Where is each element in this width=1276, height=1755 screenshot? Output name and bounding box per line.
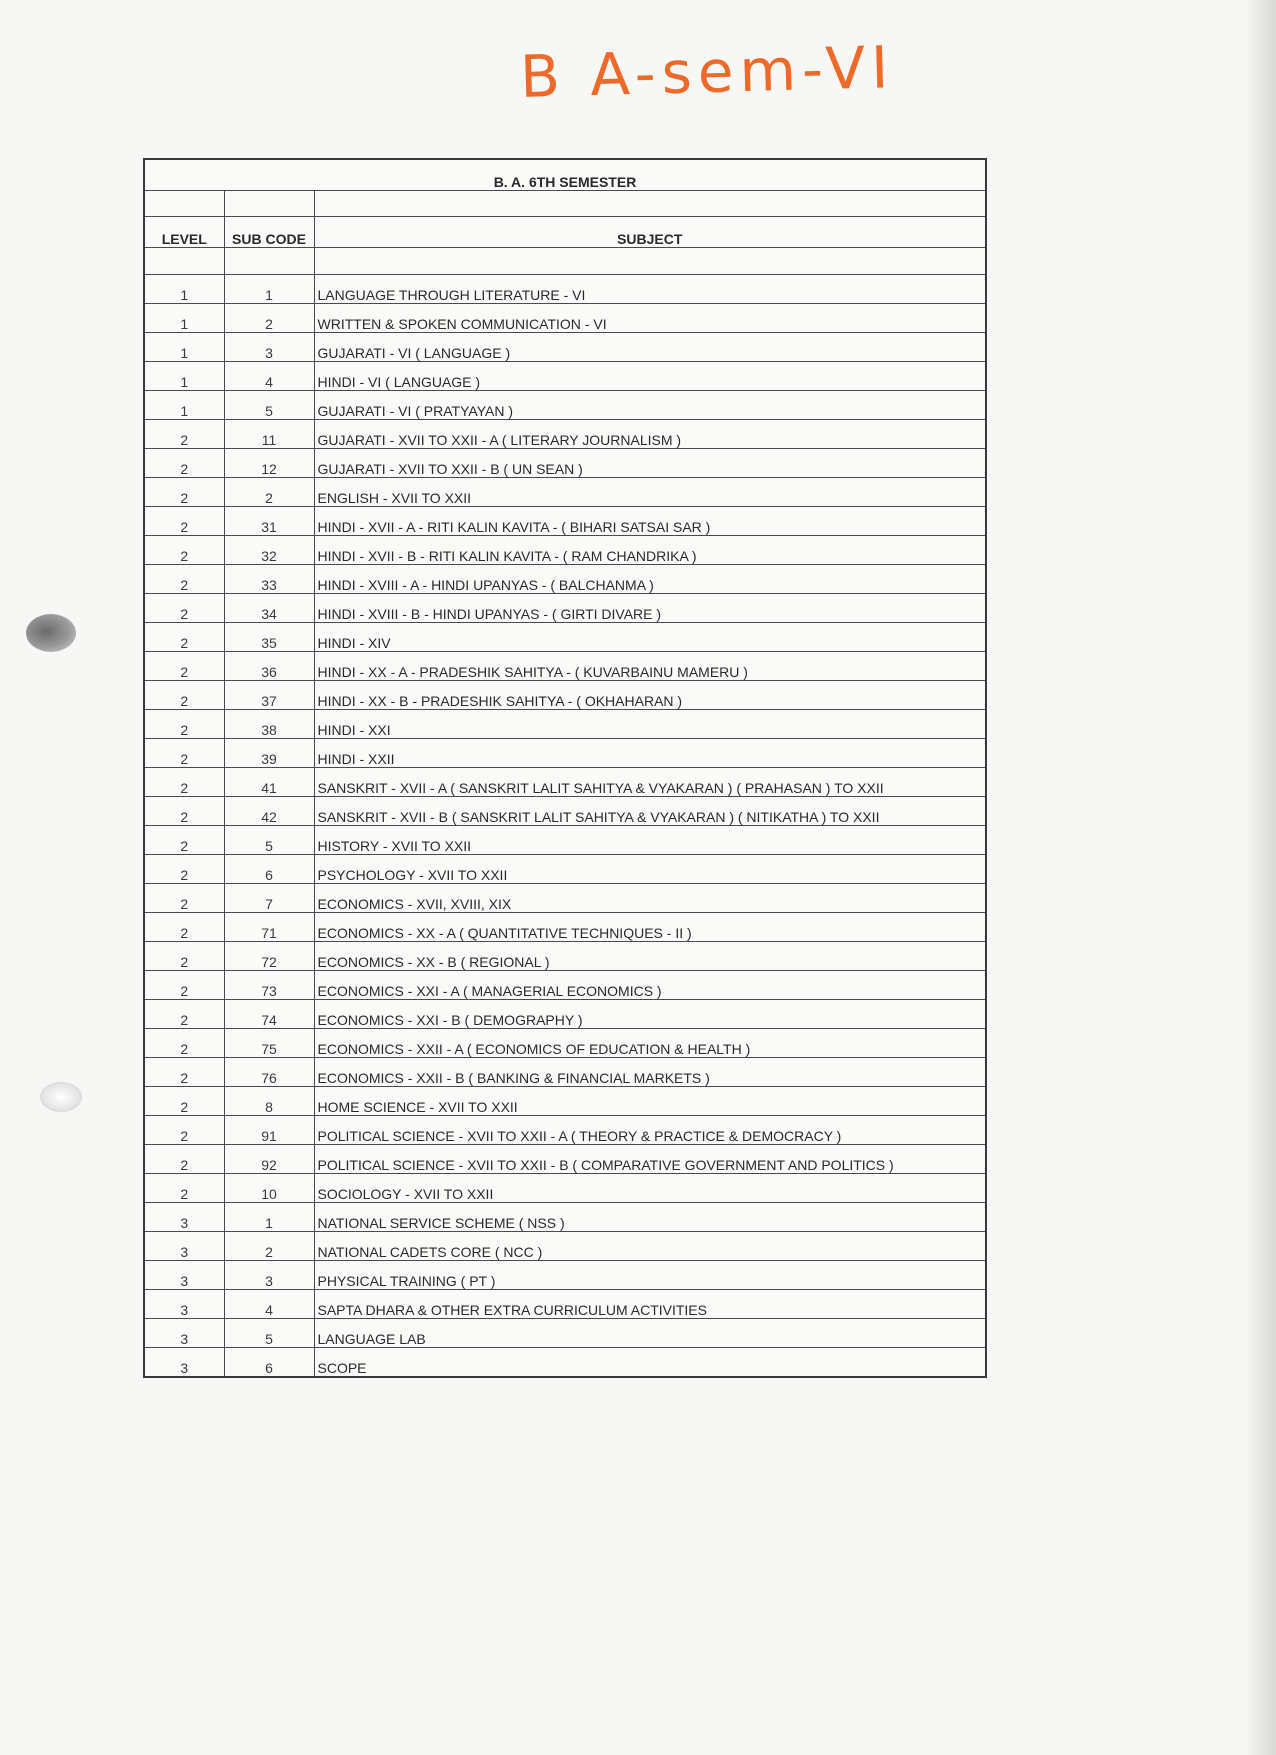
subject-code-table [143, 158, 987, 1378]
handwritten-annotation: B A-sem-VI [519, 33, 896, 111]
sub-code-cell: 12 [224, 449, 314, 478]
table-row [144, 449, 986, 478]
sub-code-cell: 1 [224, 275, 314, 304]
sub-code-cell: 10 [224, 1174, 314, 1203]
table-row [144, 797, 986, 826]
sub-code-cell: 42 [224, 797, 314, 826]
subject-cell: SAPTA DHARA & OTHER EXTRA CURRICULUM ACTIVITIES [314, 1290, 986, 1319]
level-cell: 2 [144, 565, 224, 594]
level-cell: 2 [144, 1145, 224, 1174]
subject-column-header: SUBJECT [314, 217, 986, 248]
level-cell: 1 [144, 275, 224, 304]
table-row [144, 913, 986, 942]
header-spacer-row [144, 248, 986, 275]
subject-cell: WRITTEN & SPOKEN COMMUNICATION - VI [314, 304, 986, 333]
level-cell: 2 [144, 1000, 224, 1029]
table-row [144, 1290, 986, 1319]
subject-cell: ECONOMICS - XXI - B ( DEMOGRAPHY ) [314, 1000, 986, 1029]
sub-code-cell: 75 [224, 1029, 314, 1058]
subject-cell: ENGLISH - XVII TO XXII [314, 478, 986, 507]
level-cell: 3 [144, 1319, 224, 1348]
subject-cell: SANSKRIT - XVII - A ( SANSKRIT LALIT SAHITYA & VYAKARAN ) ( PRAHASAN ) TO XXII [314, 768, 986, 797]
level-cell: 3 [144, 1348, 224, 1378]
table-title: B. A. 6TH SEMESTER [144, 159, 986, 191]
table-row [144, 333, 986, 362]
sub-code-cell: 7 [224, 884, 314, 913]
level-cell: 3 [144, 1290, 224, 1319]
subject-cell: PSYCHOLOGY - XVII TO XXII [314, 855, 986, 884]
sub-code-cell: 2 [224, 1232, 314, 1261]
sub-code-cell: 4 [224, 1290, 314, 1319]
subject-cell: LANGUAGE THROUGH LITERATURE - VI [314, 275, 986, 304]
level-cell: 2 [144, 681, 224, 710]
table-row [144, 1087, 986, 1116]
level-cell: 3 [144, 1261, 224, 1290]
subject-cell: HINDI - XVIII - B - HINDI UPANYAS - ( GIRTI DIVARE ) [314, 594, 986, 623]
sub-code-cell: 36 [224, 652, 314, 681]
subject-cell: ECONOMICS - XXII - B ( BANKING & FINANCIAL MARKETS ) [314, 1058, 986, 1087]
table-row [144, 391, 986, 420]
subject-cell: POLITICAL SCIENCE - XVII TO XXII - A ( THEORY & PRACTICE & DEMOCRACY ) [314, 1116, 986, 1145]
level-cell: 3 [144, 1203, 224, 1232]
subject-cell: HINDI - XX - A - PRADESHIK SAHITYA - ( KUVARBAINU MAMERU ) [314, 652, 986, 681]
sub-code-cell: 6 [224, 1348, 314, 1378]
level-cell: 2 [144, 826, 224, 855]
subject-cell: HINDI - XXI [314, 710, 986, 739]
table-row [144, 652, 986, 681]
subject-cell: LANGUAGE LAB [314, 1319, 986, 1348]
subject-cell: ECONOMICS - XX - A ( QUANTITATIVE TECHNIQUES - II ) [314, 913, 986, 942]
level-cell: 1 [144, 333, 224, 362]
level-cell: 2 [144, 739, 224, 768]
table-row [144, 565, 986, 594]
sub-code-cell: 5 [224, 391, 314, 420]
table-row [144, 1203, 986, 1232]
level-cell: 2 [144, 449, 224, 478]
level-cell: 1 [144, 362, 224, 391]
table-row [144, 942, 986, 971]
level-cell: 2 [144, 594, 224, 623]
level-cell: 2 [144, 478, 224, 507]
table-row [144, 594, 986, 623]
subject-cell: HINDI - XVIII - A - HINDI UPANYAS - ( BALCHANMA ) [314, 565, 986, 594]
sub-code-cell: 32 [224, 536, 314, 565]
level-cell: 3 [144, 1232, 224, 1261]
table-row [144, 1232, 986, 1261]
sub-code-cell: 4 [224, 362, 314, 391]
subject-cell: HINDI - XIV [314, 623, 986, 652]
sub-code-cell: 34 [224, 594, 314, 623]
sub-code-cell: 92 [224, 1145, 314, 1174]
punch-hole-top [26, 614, 76, 652]
column-header-row [144, 217, 986, 248]
table-row [144, 1116, 986, 1145]
level-cell: 1 [144, 304, 224, 333]
sub-code-cell: 91 [224, 1116, 314, 1145]
punch-hole-bottom [40, 1082, 82, 1112]
sub-code-cell: 41 [224, 768, 314, 797]
table-row [144, 739, 986, 768]
subject-cell: HINDI - XVII - A - RITI KALIN KAVITA - ( BIHARI SATSAI SAR ) [314, 507, 986, 536]
subject-cell: HINDI - XX - B - PRADESHIK SAHITYA - ( OKHAHARAN ) [314, 681, 986, 710]
level-cell: 2 [144, 623, 224, 652]
sub-code-cell: 5 [224, 826, 314, 855]
table-row [144, 1000, 986, 1029]
table-row [144, 420, 986, 449]
level-cell: 2 [144, 855, 224, 884]
level-cell: 2 [144, 652, 224, 681]
sub-code-cell: 37 [224, 681, 314, 710]
table-row [144, 1029, 986, 1058]
subject-cell: ECONOMICS - XX - B ( REGIONAL ) [314, 942, 986, 971]
table-row [144, 681, 986, 710]
header-spacer-row [144, 191, 986, 217]
level-cell: 1 [144, 391, 224, 420]
subject-cell: SOCIOLOGY - XVII TO XXII [314, 1174, 986, 1203]
subject-cell: ECONOMICS - XXI - A ( MANAGERIAL ECONOMICS ) [314, 971, 986, 1000]
table-row [144, 710, 986, 739]
subject-cell: HINDI - XXII [314, 739, 986, 768]
sub-code-cell: 2 [224, 304, 314, 333]
sub-code-cell: 71 [224, 913, 314, 942]
table-row [144, 478, 986, 507]
level-cell: 2 [144, 1116, 224, 1145]
page-edge-shadow [1248, 0, 1276, 1755]
table-row [144, 1174, 986, 1203]
sub-code-cell: 76 [224, 1058, 314, 1087]
table-row [144, 855, 986, 884]
table-row [144, 768, 986, 797]
table-row [144, 362, 986, 391]
subject-cell: GUJARATI - XVII TO XXII - A ( LITERARY JOURNALISM ) [314, 420, 986, 449]
subject-cell: POLITICAL SCIENCE - XVII TO XXII - B ( COMPARATIVE GOVERNMENT AND POLITICS ) [314, 1145, 986, 1174]
level-cell: 2 [144, 710, 224, 739]
subject-cell: SANSKRIT - XVII - B ( SANSKRIT LALIT SAHITYA & VYAKARAN ) ( NITIKATHA ) TO XXII [314, 797, 986, 826]
table-row [144, 1319, 986, 1348]
table-row [144, 1348, 986, 1378]
level-cell: 2 [144, 942, 224, 971]
level-cell: 2 [144, 1087, 224, 1116]
table-row [144, 1261, 986, 1290]
table-row [144, 826, 986, 855]
subject-cell: GUJARATI - VI ( PRATYAYAN ) [314, 391, 986, 420]
level-cell: 2 [144, 884, 224, 913]
subject-cell: HINDI - VI ( LANGUAGE ) [314, 362, 986, 391]
sub-code-column-header: SUB CODE [224, 217, 314, 248]
level-column-header: LEVEL [144, 217, 224, 248]
sub-code-cell: 33 [224, 565, 314, 594]
sub-code-cell: 3 [224, 1261, 314, 1290]
subject-cell: HISTORY - XVII TO XXII [314, 826, 986, 855]
table-row [144, 884, 986, 913]
level-cell: 2 [144, 1174, 224, 1203]
subject-cell: NATIONAL CADETS CORE ( NCC ) [314, 1232, 986, 1261]
sub-code-cell: 3 [224, 333, 314, 362]
table-row [144, 1058, 986, 1087]
sub-code-cell: 39 [224, 739, 314, 768]
level-cell: 2 [144, 768, 224, 797]
sub-code-cell: 1 [224, 1203, 314, 1232]
subject-cell: PHYSICAL TRAINING ( PT ) [314, 1261, 986, 1290]
sub-code-cell: 11 [224, 420, 314, 449]
level-cell: 2 [144, 797, 224, 826]
level-cell: 2 [144, 536, 224, 565]
table-row [144, 623, 986, 652]
table-row [144, 971, 986, 1000]
level-cell: 2 [144, 1058, 224, 1087]
sub-code-cell: 74 [224, 1000, 314, 1029]
sub-code-cell: 35 [224, 623, 314, 652]
sub-code-cell: 2 [224, 478, 314, 507]
level-cell: 2 [144, 507, 224, 536]
level-cell: 2 [144, 1029, 224, 1058]
table-row [144, 1145, 986, 1174]
table-row [144, 275, 986, 304]
sub-code-cell: 72 [224, 942, 314, 971]
subject-cell: GUJARATI - VI ( LANGUAGE ) [314, 333, 986, 362]
subject-cell: SCOPE [314, 1348, 986, 1378]
table-row [144, 507, 986, 536]
level-cell: 2 [144, 913, 224, 942]
sub-code-cell: 8 [224, 1087, 314, 1116]
table-row [144, 304, 986, 333]
level-cell: 2 [144, 420, 224, 449]
subject-cell: HOME SCIENCE - XVII TO XXII [314, 1087, 986, 1116]
sub-code-cell: 6 [224, 855, 314, 884]
sub-code-cell: 5 [224, 1319, 314, 1348]
table-row [144, 536, 986, 565]
subject-cell: ECONOMICS - XXII - A ( ECONOMICS OF EDUCATION & HEALTH ) [314, 1029, 986, 1058]
subject-cell: ECONOMICS - XVII, XVIII, XIX [314, 884, 986, 913]
sub-code-cell: 38 [224, 710, 314, 739]
sub-code-cell: 31 [224, 507, 314, 536]
subject-cell: GUJARATI - XVII TO XXII - B ( UN SEAN ) [314, 449, 986, 478]
level-cell: 2 [144, 971, 224, 1000]
subject-cell: NATIONAL SERVICE SCHEME ( NSS ) [314, 1203, 986, 1232]
sub-code-cell: 73 [224, 971, 314, 1000]
subject-cell: HINDI - XVII - B - RITI KALIN KAVITA - ( RAM CHANDRIKA ) [314, 536, 986, 565]
